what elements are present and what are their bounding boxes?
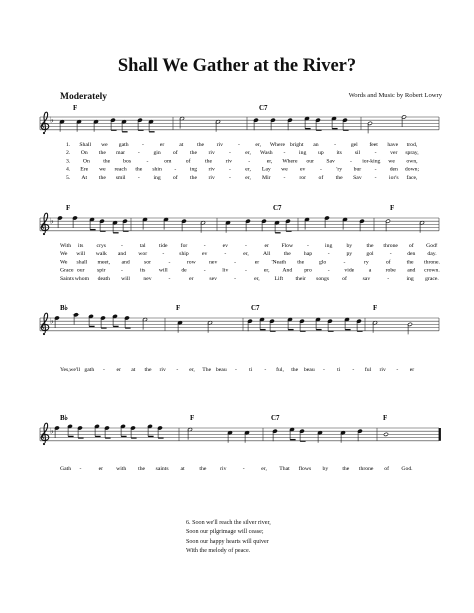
lyric-syllable: - [264, 367, 267, 373]
lyric-syllable: its [336, 150, 342, 157]
lyric-syllable: trod, [406, 142, 418, 148]
lyric-syllable: Sav [353, 174, 362, 181]
lyric-syllable: er [254, 259, 260, 266]
lyric-syllable: ing [299, 150, 307, 157]
note [73, 313, 79, 325]
lyric-syllable: 'ry [336, 166, 343, 173]
lyric-syllable: Where [269, 142, 285, 148]
lyric-syllable: ry [364, 259, 369, 266]
lyric-syllable: And [282, 267, 293, 274]
lyric-syllable: vide [344, 267, 355, 274]
lyric-syllable: ev [202, 251, 208, 258]
lyric-syllable: - [387, 275, 390, 282]
lyric-syllable: grace. [425, 275, 439, 282]
lyric-syllable: gin [153, 150, 161, 157]
lyric-syllable: hap [303, 251, 313, 258]
lyric-syllable: we [99, 166, 106, 173]
verse-6-line: With the melody of peace. [186, 547, 251, 554]
note [358, 429, 363, 441]
note [408, 322, 413, 334]
lyric-syllable: ing [325, 243, 333, 249]
lyric-syllable: den [389, 166, 398, 173]
lyric-syllable: meet, [97, 259, 111, 266]
lyric-syllable: sev [209, 275, 217, 282]
lyric-syllable: er, [245, 150, 251, 157]
chord-symbol: F [383, 414, 388, 422]
lyric-syllable: nev [143, 275, 152, 282]
lyric-syllable: and [121, 259, 130, 266]
lyric-syllable: the [297, 259, 305, 266]
lyric-syllable: er [98, 466, 104, 472]
lyric-syllable: ful, [276, 367, 284, 373]
lyric-syllable: Grace [60, 267, 74, 274]
lyric-syllable: - [283, 174, 286, 181]
lyric-syllable: ev [222, 243, 228, 249]
note [73, 216, 78, 228]
lyric-syllable: tide [159, 243, 168, 249]
lyric-syllable: - [162, 251, 165, 258]
lyric-syllable: shall [76, 259, 88, 266]
lyric-syllable: - [141, 142, 144, 148]
music-system [40, 204, 441, 282]
lyric-syllable: the [190, 174, 197, 181]
note [288, 118, 293, 130]
lyric-syllable: On [82, 158, 90, 165]
lyric-syllable: the [283, 251, 291, 258]
lyric-syllable: ti [337, 367, 341, 373]
lyric-syllable: - [121, 243, 123, 249]
lyric-syllable: spir [97, 267, 106, 274]
lyric-syllable: 1. [66, 142, 71, 148]
lyric-syllable: gol [366, 251, 374, 258]
lyric-syllable: - [245, 267, 247, 274]
verse-6-line: 6. Soon we'll reach the silver river, [186, 520, 271, 526]
lyric-syllable: ior's [389, 174, 399, 181]
chord-symbol: C7 [271, 414, 280, 422]
lyric-syllable: with [116, 466, 127, 472]
lyric-syllable: the [291, 367, 299, 373]
lyric-syllable: - [146, 158, 149, 165]
lyric-syllable: - [334, 142, 337, 148]
lyric-syllable: and [407, 267, 416, 274]
lyric-syllable: On [80, 150, 88, 157]
lyric-syllable: the [199, 466, 207, 472]
lyric-syllable: er [159, 142, 165, 148]
lyric-syllable: - [203, 243, 206, 249]
note [271, 118, 276, 130]
lyric-syllable: ing [406, 275, 414, 282]
chord-symbol: C7 [273, 204, 282, 212]
lyric-syllable: crys [96, 243, 107, 249]
lyric-syllable: er, [261, 466, 267, 472]
lyric-syllable: of [408, 243, 414, 249]
tempo-marking: Moderately [60, 92, 107, 102]
lyric-syllable: Saints [60, 275, 74, 282]
lyric-syllable: saints [155, 466, 169, 472]
chord-symbol: F [373, 304, 378, 312]
lyric-syllable: - [242, 466, 245, 472]
chord-symbol: B♭ [60, 414, 68, 422]
lyric-syllable: the [190, 150, 197, 157]
lyric-syllable: God. [401, 466, 413, 472]
key-signature-flat-icon: ♭ [50, 316, 54, 326]
lyric-syllable: flows [298, 466, 312, 472]
note [368, 121, 373, 133]
lyric-syllable: riv [208, 150, 215, 157]
chord-symbol: C7 [251, 304, 260, 312]
lyric-syllable: pro [304, 267, 312, 274]
lyric-syllable: Yes, [60, 367, 70, 373]
note [182, 219, 187, 231]
lyric-syllable: the [366, 243, 374, 249]
lyric-syllable: its [78, 243, 84, 249]
final-barline [439, 428, 441, 441]
lyric-syllable: ing [189, 166, 198, 173]
key-signature-flat-icon: ♭ [50, 216, 54, 226]
lyric-syllable: the [135, 166, 143, 173]
lyric-syllable: day. [427, 251, 437, 258]
lyric-syllable: - [349, 158, 352, 165]
lyric-syllable: riv [208, 166, 215, 173]
lyric-syllable: of [342, 275, 347, 282]
lyric-syllable: At [81, 174, 88, 181]
lyric-syllable: - [228, 174, 231, 181]
note [254, 118, 259, 130]
lyric-syllable: - [352, 367, 355, 373]
lyric-syllable: riv [225, 158, 232, 165]
lyric-syllable: death [97, 275, 110, 282]
lyric-syllable: - [79, 466, 82, 472]
lyric-syllable: row [186, 259, 196, 266]
note [55, 316, 60, 328]
lyric-syllable: of [384, 466, 389, 472]
verse-6 [186, 519, 271, 556]
lyric-syllable: smil [115, 174, 126, 181]
lyric-syllable: er, [254, 275, 260, 282]
lyric-syllable: 2. [66, 150, 71, 157]
lyric-syllable: throne [358, 466, 374, 472]
lyric-syllable: beau [303, 367, 315, 373]
lyric-syllable: of [185, 158, 191, 165]
lyric-syllable: er, [189, 367, 195, 373]
lyric-syllable: at [179, 142, 184, 148]
lyric-syllable: the [98, 174, 106, 181]
lyric-syllable: bur [353, 166, 362, 173]
lyric-syllable: er [409, 367, 415, 373]
lyric-syllable: have [387, 142, 399, 148]
lyric-syllable: tal [139, 243, 146, 249]
lyric-syllable: - [168, 259, 171, 266]
lyric-syllable: er, [266, 158, 273, 165]
lyric-syllable: er [264, 243, 269, 249]
lyric-syllable: - [137, 150, 140, 157]
lyric-syllable: - [343, 259, 346, 266]
lyric-syllable: nev [209, 259, 218, 266]
lyric-syllable: of [172, 174, 178, 181]
lyric-syllable: er, [263, 267, 270, 274]
lyric-syllable: riv [379, 367, 386, 373]
lyric-syllable: - [238, 142, 240, 148]
lyric-syllable: - [396, 367, 399, 373]
lyric-syllable: liv [222, 267, 229, 274]
music-system [40, 304, 439, 373]
verse-6-line: Soon our pilgrimage will cease; [186, 529, 264, 536]
lyric-syllable: the [406, 259, 414, 266]
lyric-syllable: er, [245, 166, 251, 173]
lyric-syllable: ship [179, 251, 189, 258]
lyric-syllable: we [388, 158, 395, 165]
lyric-syllable: - [228, 166, 231, 173]
lyric-syllable: spray, [405, 150, 419, 157]
lyric-syllable: ev [300, 166, 306, 173]
lyric-syllable: - [327, 267, 330, 274]
lyric-syllable: beau [215, 367, 227, 373]
lyric-syllable: face, [406, 174, 418, 181]
lyric-syllable: the [197, 142, 205, 148]
lyric-syllable: - [168, 275, 171, 282]
lyric-syllable: by [322, 466, 329, 472]
lyric-syllable: Mir [262, 174, 271, 181]
lyric-syllable: we [101, 142, 108, 148]
lyric-syllable: riv [208, 174, 215, 181]
lyric-syllable: We [60, 259, 68, 266]
lyric-syllable: - [234, 259, 237, 266]
note [325, 216, 330, 228]
chord-symbol: C7 [259, 104, 268, 112]
lyric-syllable: the [103, 158, 111, 165]
verse-6-line: Soon our happy hearts will quiver [186, 538, 269, 545]
lyric-syllable: will [76, 251, 86, 258]
lyric-syllable: den [407, 251, 416, 258]
lyric-syllable: we'll [69, 367, 81, 373]
lyric-syllable: throne [383, 243, 398, 249]
lyric-syllable: - [374, 150, 377, 157]
lyric-syllable: ror [299, 174, 307, 181]
chord-symbol: F [66, 204, 71, 212]
lyric-syllable: - [234, 275, 237, 282]
lyric-syllable: gath [118, 142, 129, 148]
lyric-syllable: ing [153, 174, 161, 181]
lyric-syllable: - [137, 174, 140, 181]
lyric-syllable: With [60, 243, 72, 249]
lyric-syllable: sil [354, 150, 361, 157]
chord-symbol: F [390, 204, 395, 212]
lyric-syllable: and [117, 251, 127, 258]
lyric-syllable: down; [404, 166, 420, 173]
lyric-syllable: - [224, 251, 227, 258]
lyric-syllable: The [202, 367, 212, 373]
note [386, 219, 391, 231]
lyric-syllable: 'Neath [271, 259, 287, 266]
key-signature-flat-icon: ♭ [50, 426, 54, 436]
lyric-syllable: Gath [60, 466, 72, 472]
lyric-syllable: - [327, 251, 330, 258]
lyric-syllable: the [98, 150, 106, 157]
lyric-syllable: of [172, 150, 178, 157]
lyric-syllable: riv [220, 466, 227, 472]
lyric-syllable: our [306, 158, 314, 165]
lyric-syllable: of [318, 174, 324, 181]
lyric-syllable: an [313, 142, 319, 148]
lyric-syllable: feet [369, 142, 378, 148]
lyric-syllable: sor [144, 259, 151, 266]
lyric-syllable: - [307, 243, 309, 249]
lyric-syllable: ful [364, 367, 372, 373]
lyric-syllable: py [346, 251, 353, 258]
lyric-syllable: the [205, 158, 212, 165]
lyric-syllable: er [116, 367, 121, 373]
note [55, 426, 60, 438]
lyric-syllable: whom [74, 275, 90, 282]
lyric-syllable: Sav [326, 158, 335, 165]
lyric-syllable: at [131, 367, 136, 373]
key-signature-flat-icon: ♭ [50, 115, 54, 125]
lyric-syllable: - [283, 150, 286, 157]
lyric-syllable: - [245, 243, 247, 249]
lyric-syllable: om [164, 158, 172, 165]
lyric-syllable: ver [390, 150, 398, 157]
lyric-syllable: Lift [274, 275, 284, 282]
lyric-syllable: riv [159, 367, 166, 373]
lyric-syllable: er, [245, 174, 251, 181]
chord-symbol: F [176, 304, 181, 312]
lyric-syllable: Where [282, 158, 298, 165]
lyric-syllable: bright [289, 142, 304, 148]
lyric-syllable: for [180, 243, 188, 249]
note [246, 219, 251, 231]
lyric-syllable: bos [123, 158, 132, 165]
lyric-syllable: riv [216, 142, 223, 148]
lyric-syllable: Wash [260, 150, 273, 157]
lyric-syllable: gath [84, 367, 95, 373]
note [384, 432, 389, 436]
note [58, 216, 63, 228]
lyric-syllable: er, [243, 251, 249, 258]
lyric-syllable: robe [385, 267, 396, 274]
lyric-syllable: ior-king [362, 158, 381, 165]
lyric-syllable: We [60, 251, 68, 258]
lyric-syllable: their [295, 275, 306, 282]
lyric-syllable: - [248, 158, 251, 165]
lyric-syllable: er [189, 275, 194, 282]
lyric-syllable: de [181, 267, 187, 274]
lyric-syllable: throne. [424, 259, 440, 266]
lyric-syllable: the [144, 367, 152, 373]
lyric-syllable: own, [406, 158, 418, 165]
lyric-syllable: Shall [79, 142, 92, 148]
lyric-syllable: - [235, 367, 237, 373]
lyric-syllable: songs [316, 275, 330, 282]
lyric-syllable: Lay [261, 166, 271, 173]
lyric-syllable: the [335, 174, 343, 181]
lyric-syllable: will [121, 275, 131, 282]
chord-symbol: F [73, 104, 78, 112]
lyric-syllable: Flow [281, 243, 294, 249]
lyric-syllable: er, [255, 142, 262, 148]
lyric-syllable: sav [362, 275, 371, 282]
lyric-syllable: 3. [66, 158, 71, 165]
lyric-syllable: God! [426, 243, 438, 249]
lyric-syllable: shin [152, 166, 162, 173]
lyric-syllable: That [279, 466, 290, 472]
song-title: Shall We Gather at the River? [117, 56, 357, 76]
lyric-syllable: wor [138, 251, 148, 258]
lyric-syllable: its [140, 267, 146, 274]
composer-credit: Words and Music by Robert Lowry [348, 92, 442, 99]
lyric-syllable: will [158, 267, 168, 274]
lyric-syllable: by [346, 243, 353, 249]
music-system [40, 414, 441, 472]
lyric-syllable: up [318, 150, 324, 157]
lyric-syllable: - [176, 367, 179, 373]
lyric-syllable: walk [95, 251, 107, 258]
lyric-syllable: at [180, 466, 185, 472]
lyric-syllable: our [76, 267, 85, 274]
lyric-syllable: - [319, 166, 322, 173]
lyric-syllable: crown. [424, 267, 440, 274]
lyric-syllable: - [323, 367, 325, 373]
lyric-syllable: mar [116, 150, 126, 157]
lyric-syllable: - [374, 174, 377, 181]
lyric-syllable: - [103, 367, 105, 373]
lyric-syllable: the [342, 466, 350, 472]
lyric-syllable: - [374, 166, 377, 173]
lyric-syllable: - [121, 267, 123, 274]
lyric-syllable: reach [114, 166, 127, 173]
lyric-syllable: - [174, 166, 177, 173]
lyric-syllable: we [281, 166, 288, 173]
chord-symbol: F [190, 414, 195, 422]
lyric-syllable: ti [249, 367, 253, 373]
note [360, 219, 365, 231]
lyric-syllable: - [228, 150, 231, 157]
music-system [40, 104, 439, 181]
lyric-syllable: of [385, 259, 391, 266]
note [273, 429, 278, 441]
lyric-syllable: gel [350, 142, 358, 148]
lyric-syllable: All [263, 251, 271, 258]
lyric-syllable: 5. [66, 174, 71, 181]
lyric-syllable: - [389, 251, 392, 258]
note [262, 219, 267, 231]
lyric-syllable: glo [318, 259, 327, 266]
note [248, 319, 253, 331]
note [402, 115, 407, 127]
lyric-syllable: the [138, 466, 146, 472]
lyric-syllable: a [368, 267, 372, 274]
lyric-syllable: 4. [66, 166, 71, 173]
lyric-syllable: Ere [80, 166, 89, 173]
chord-symbol: B♭ [60, 304, 68, 312]
lyric-syllable: - [203, 267, 206, 274]
